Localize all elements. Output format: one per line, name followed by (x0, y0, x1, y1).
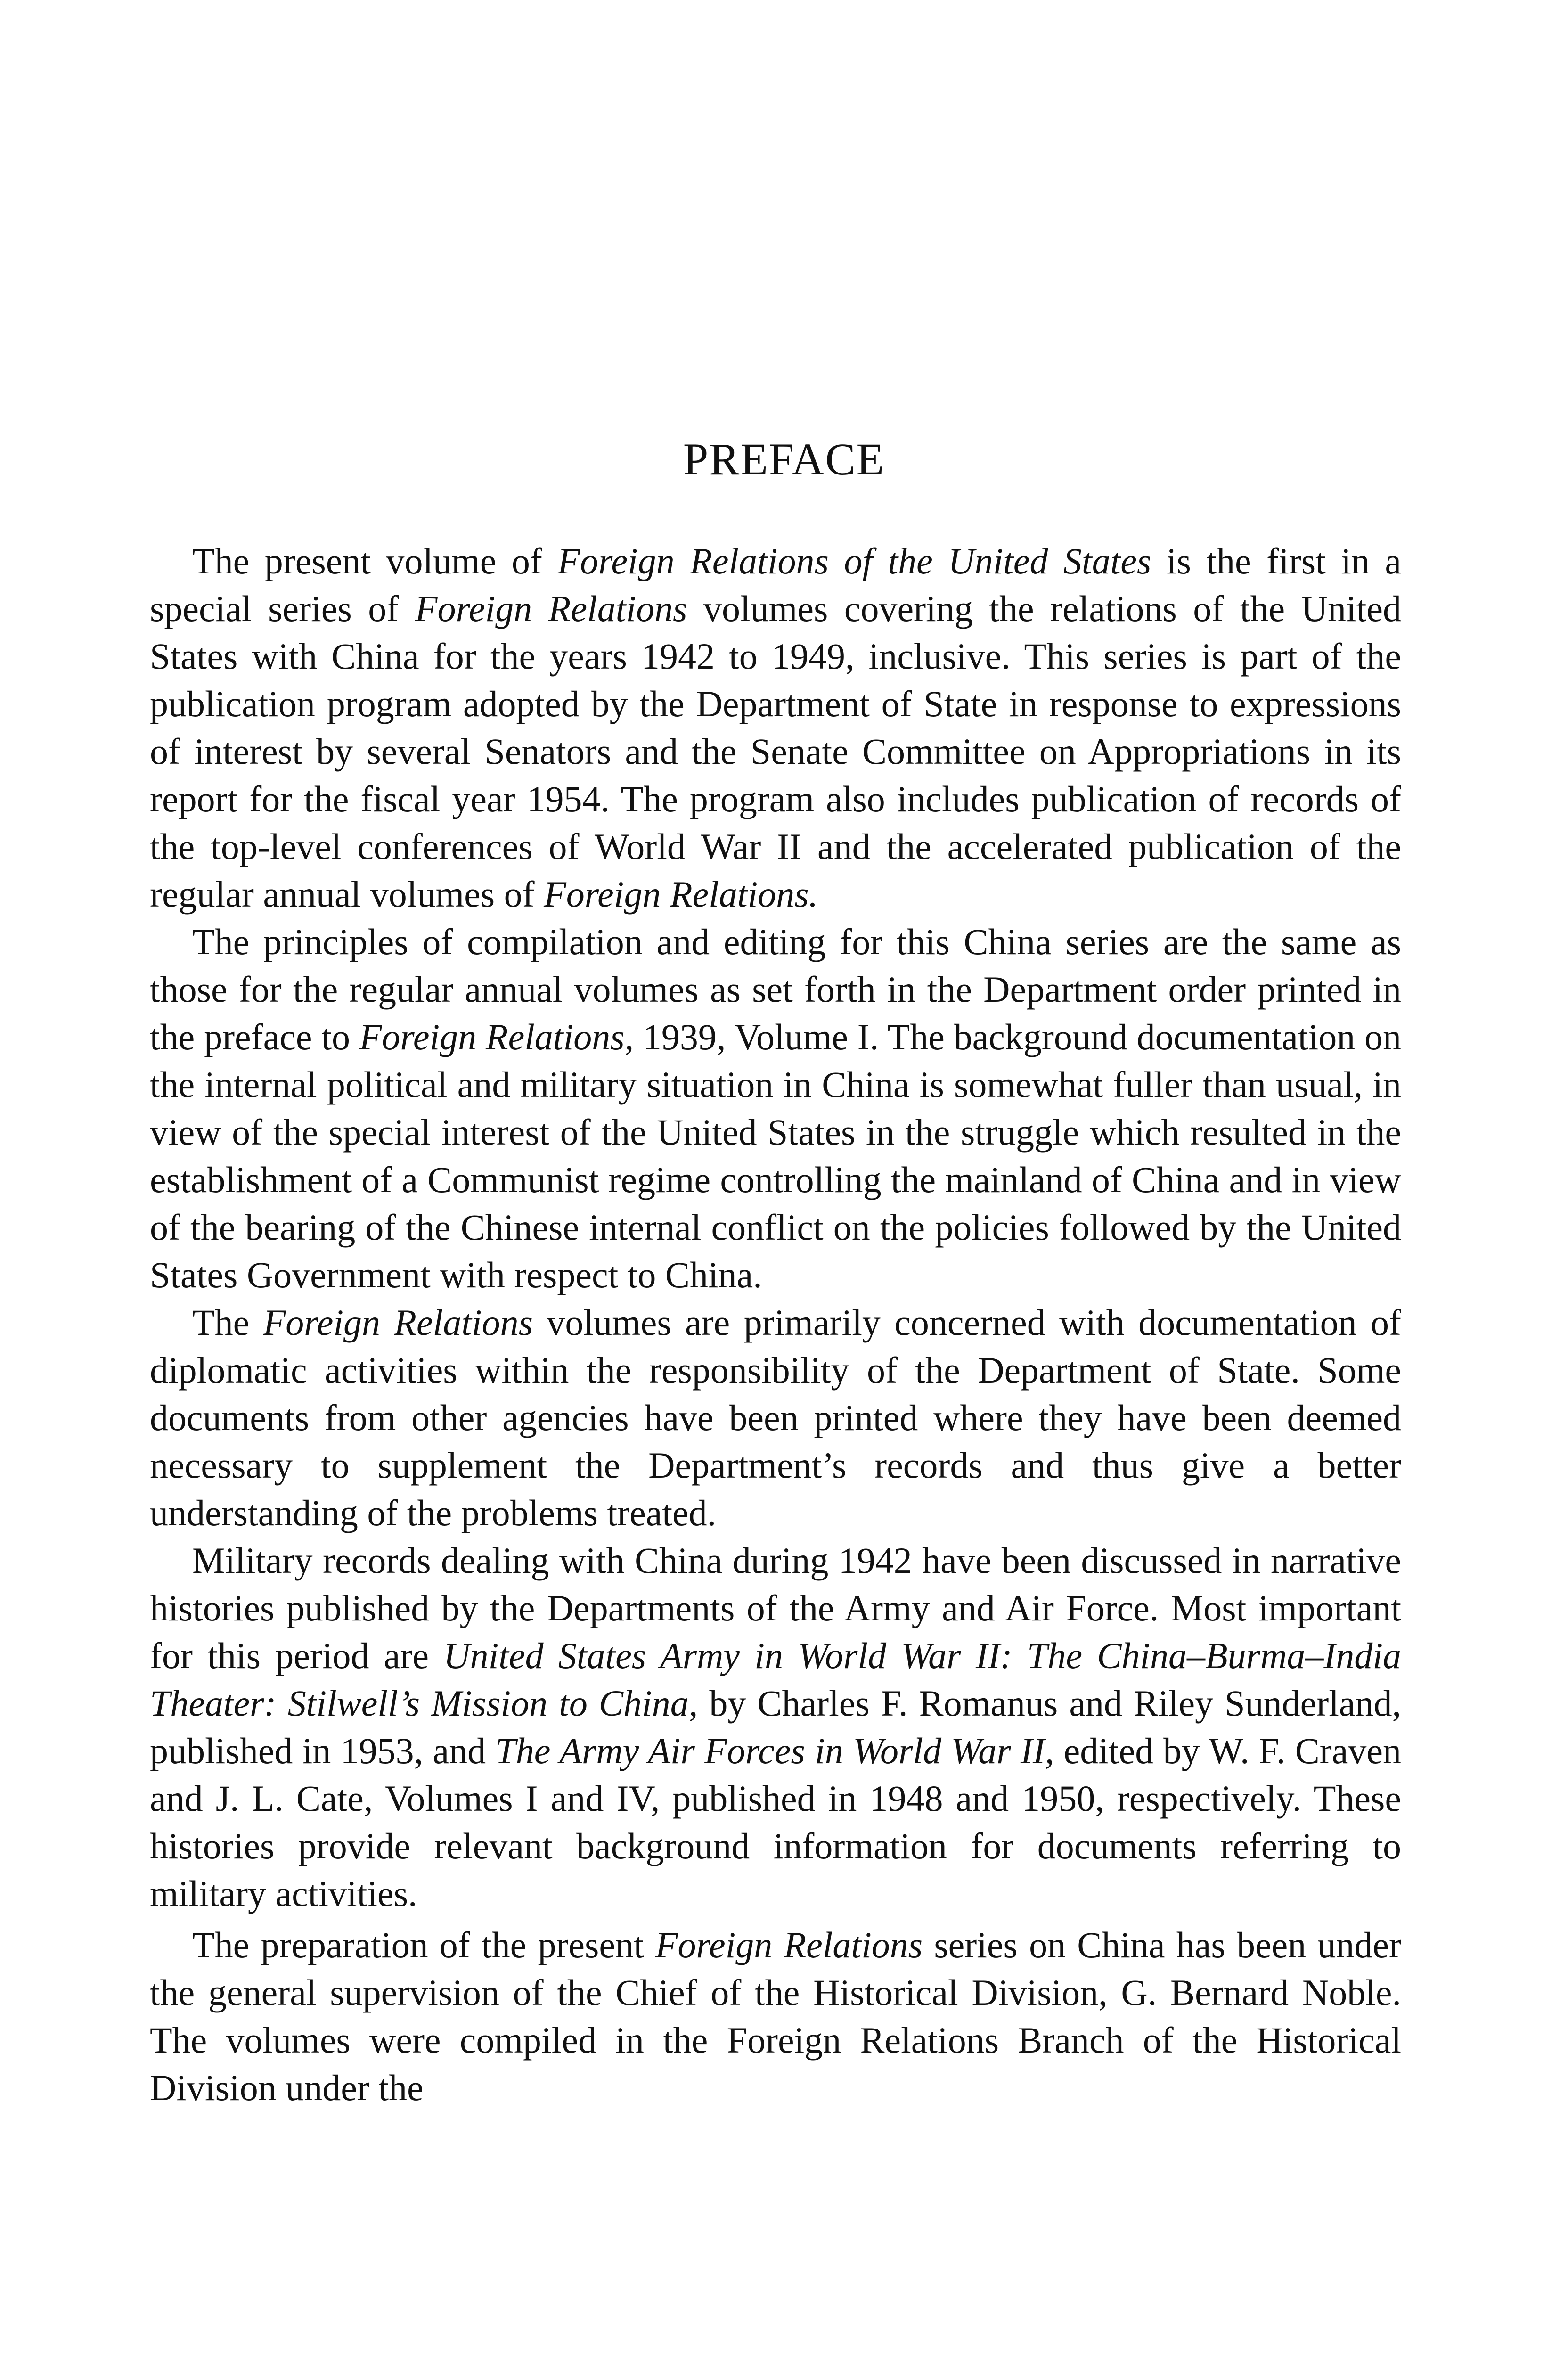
paragraph-text: volumes covering the relations of the United States with China for the years 1942 to 1949, inclusive. This series is part of the publication program adopted by the Department of State in response to expressions of interest by several Senators and the Senate Committee on Appropriations in its report for the fiscal year 1954. The program also includes publication of records of the top-level conferences of World War II and the accelerated publication of the regular annual volumes of (150, 588, 1401, 915)
preface-body (150, 537, 1401, 2111)
paragraph-4 (150, 1537, 1401, 1917)
paragraph-text: volumes are primarily concerned with documentation of diplomatic activities within the responsibility of the Department of State. Some documents from other agencies have been printed where they have been deemed necessary to supplement the Department’s records and thus give a better understanding of the problems treated. (150, 1302, 1402, 1533)
paragraph-text: The principles of compilation and editing for this China series are the same as those for the regular annual volumes as set forth in the Department order printed in the preface to (150, 921, 1401, 1057)
italic-title-text: Foreign Relations (263, 1302, 533, 1343)
paragraph-3 (150, 1299, 1401, 1537)
paragraph-text: The (192, 1302, 263, 1343)
italic-title-text: Foreign Relations (415, 588, 687, 629)
paragraph-text: by Charles F. Romanus and Riley Sunderland, published in 1953, and (150, 1683, 1401, 1771)
paragraph-text: The preparation of the present (192, 1924, 655, 1965)
italic-title-text: Foreign Relations. (544, 874, 818, 915)
paragraph-text: edited by W. F. Craven and J. L. Cate, Volumes I and IV, published in 1948 and 1950, respectively. These histories provide relevant background information for documents referring to military activities. (150, 1730, 1401, 1914)
paragraph-text: series on China has been under the general supervision of the Chief of the Historical Division, G. Bernard Noble. The volumes were compiled in the Foreign Relations Branch of the Historical Division under the (150, 1924, 1401, 2108)
paragraph-text: Military records dealing with China during 1942 have been discussed in narrative histories published by the Departments of the Army and Air Force. Most important for this period are (150, 1540, 1401, 1676)
paragraph-text: The present volume of (192, 540, 558, 581)
paragraph-1 (150, 537, 1401, 918)
paragraph-5 (150, 1921, 1401, 2111)
paragraph-2 (150, 918, 1401, 1299)
italic-title-text: The Army Air Forces in World War II, (495, 1730, 1054, 1771)
paragraph-text: 1939, Volume I. The background documentation on the internal political and military situation in China is somewhat fuller than usual, in view of the special interest of the United States in the struggle which resulted in the establishment of a Communist regime controlling the mainland of China and in view of the bearing of the Chinese internal conflict on the policies followed by the United States Government with respect to China. (150, 1016, 1401, 1295)
paragraph-text: is the first in a special series of (150, 540, 1401, 629)
italic-title-text: Foreign Relations (655, 1924, 923, 1965)
italic-title-text: United States Army in World War II: The China–Burma–India Theater: Stilwell’s Mission to China, (150, 1635, 1401, 1724)
italic-title-text: Foreign Relations, (359, 1016, 634, 1057)
page-title: PREFACE (683, 434, 885, 484)
italic-title-text: Foreign Relations of the United States (557, 540, 1152, 581)
